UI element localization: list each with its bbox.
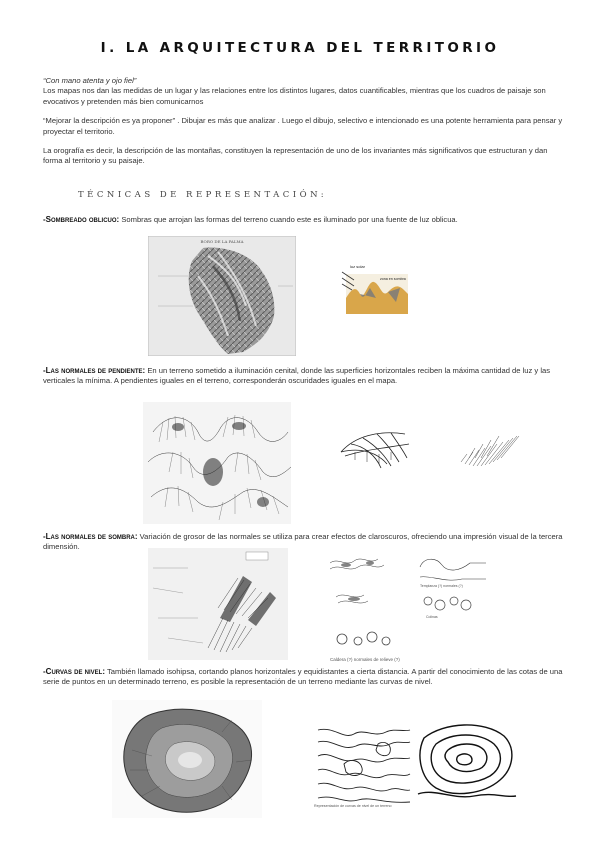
- contour-lines-figure-1: [314, 720, 412, 808]
- map-title: BORO DE LA PALMA: [200, 239, 244, 244]
- section-text: También llamado isohipsa, cortando planos horizontales y equidistantes a cierta distancia. A partir del conocimiento de las cotas de una serie de puntos en un determinado terreno, es posible la representación de un terreno mediante las curvas de nivel.: [43, 667, 563, 687]
- hachure-fan-figure: [455, 418, 525, 474]
- shadow-samples-right-figure: [416, 553, 496, 623]
- section-oblique-shading: [43, 215, 563, 225]
- shadow-samples-left-figure: [326, 553, 404, 665]
- intro-paragraph-1: Los mapas nos dan las medidas de un lugar y las relaciones entre los distintos lugares, datos cuantificables, mientras que los cuadros de paisaje son evocativos y pretenden más bien comunicarnos: [43, 86, 546, 106]
- section-subheading: TÉCNICAS DE REPRESENTACIÓN:: [78, 190, 328, 200]
- section-text: En un terreno sometido a iluminación cenital, donde las superficies horizontales reciben la máxima cantidad de luz y las verticales la mínima. A pendientes iguales en el terreno, corresponderán oscuridades iguales en el mapa.: [43, 366, 551, 386]
- colinas-caption: Colinas: [426, 615, 438, 619]
- shadow-caption-2: Caldera (?) normales de relieve (?): [330, 657, 400, 662]
- shadow-caption-1: Templanza (?) normales (?): [420, 584, 463, 588]
- section-slope-normals: [43, 366, 573, 387]
- section-label: -Sombreado oblicuo:: [43, 215, 120, 224]
- intro-block: [43, 76, 563, 167]
- diagram-light-label: luz solar: [350, 264, 365, 269]
- page-title: I. LA ARQUITECTURA DEL TERRITORIO: [100, 40, 500, 56]
- intro-quote: “Con mano atenta y ojo fiel”: [43, 76, 137, 85]
- intro-paragraph-2: [43, 116, 563, 137]
- section-label: -Las normales de sombra:: [43, 532, 138, 541]
- shadow-normals-map-figure: [148, 548, 288, 660]
- diagram-shadow-label: zona en sombra: [380, 277, 406, 281]
- intro-paragraph-3: La orografía es decir, la descripción de las montañas, constituyen la representación de uno de los invariantes más significativos que estructuran y dan forma al territorio y su paisaje.: [43, 146, 548, 166]
- section-label: -Curvas de nivel:: [43, 667, 106, 676]
- section-text: Sombras que arrojan las formas del terreno cuando este es iluminado por una fuente de luz oblicua.: [119, 215, 458, 224]
- intro-paragraph-2-text: . Dibujar es más que analizar . Luego el dibujo, selectivo e intencionado es una potente herramienta para pensar y proyectar el territorio.: [43, 116, 563, 136]
- contour-lines-figure-2: [414, 718, 518, 802]
- slope-normals-mountain-figure: [143, 402, 291, 524]
- intro-quote-2: “Mejorar la descripción es ya proponer”: [43, 116, 176, 126]
- section-label: -Las normales de pendiente:: [43, 366, 146, 375]
- oblique-light-diagram: [340, 258, 412, 316]
- section-text: Variación de grosor de las normales se utiliza para crear efectos de claroscuros, ofreciendo una impresión visual de la tercera dimensión.: [43, 532, 563, 552]
- perspective-grid-figure: [335, 420, 413, 476]
- section-shadow-normals: [43, 532, 573, 553]
- contour-caption: Representación de curvas de nivel de un terreno: [314, 804, 392, 808]
- section-contour-lines: [43, 667, 573, 688]
- oblique-shading-map-figure: [148, 236, 296, 356]
- island-contour-figure: [112, 700, 262, 818]
